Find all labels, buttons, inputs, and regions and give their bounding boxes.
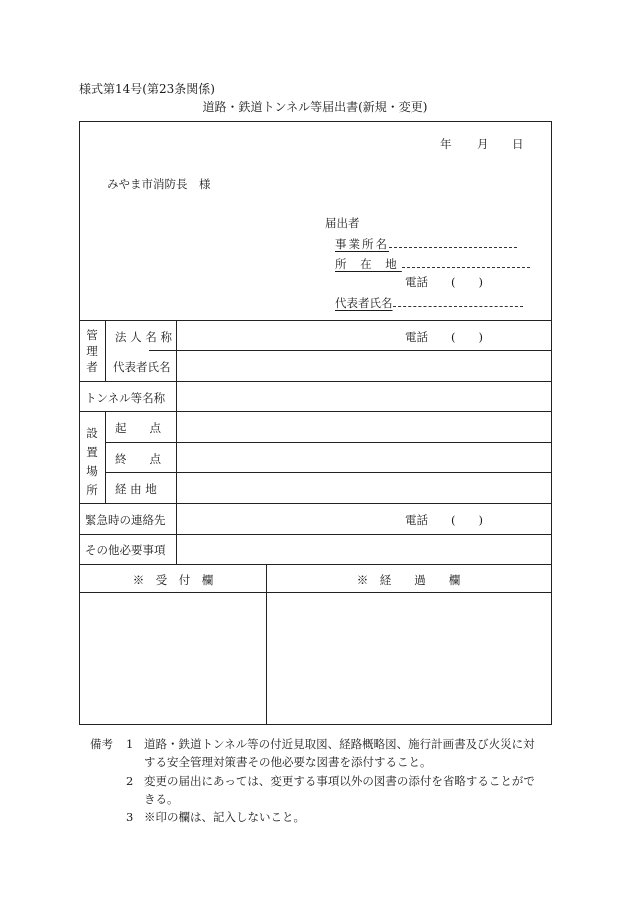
note-number: 2 xyxy=(126,774,134,788)
date-year: 年 xyxy=(440,137,452,151)
other-label: その他必要事項 xyxy=(85,543,166,557)
note-number: 3 xyxy=(126,810,134,824)
note-number: 1 xyxy=(126,737,134,751)
office-name-field[interactable] xyxy=(389,235,517,248)
corp-name-label: 法 人 名 称 xyxy=(115,330,172,344)
date-month: 月 xyxy=(477,137,489,151)
manager-label: 管理者 xyxy=(86,328,98,374)
location-label: 設置場所 xyxy=(86,426,98,497)
date-day: 日 xyxy=(512,137,524,151)
note-line: きる。 xyxy=(144,792,179,806)
rep-name-label: 代表者氏名 xyxy=(113,360,171,374)
reception-header: ※ 受 付 欄 xyxy=(132,573,214,587)
emergency-phone: 電話 ( ) xyxy=(405,513,483,527)
addressee: みやま市消防長 様 xyxy=(107,177,211,191)
corp-phone: 電話 ( ) xyxy=(405,330,483,344)
address-field[interactable] xyxy=(402,255,530,268)
end-point-label: 終 点 xyxy=(115,452,161,466)
emergency-label: 緊急時の連絡先 xyxy=(85,513,166,527)
progress-header: ※ 経 過 欄 xyxy=(356,573,461,587)
form-title: 道路・鉄道トンネル等届出書(新規・変更) xyxy=(202,100,428,114)
route-label: 経 由 地 xyxy=(115,482,157,496)
form-table xyxy=(79,121,552,725)
note-line: 道路・鉄道トンネル等の付近見取図、経路概略図、施行計画書及び火災に対 xyxy=(144,737,535,751)
note-line: ※印の欄は、記入しないこと。 xyxy=(144,810,305,824)
form-number: 様式第14号(第23条関係) xyxy=(79,82,215,96)
representative-field[interactable] xyxy=(393,294,523,307)
applicant-label: 届出者 xyxy=(325,216,360,230)
representative-label: 代表者氏名 xyxy=(335,296,393,310)
notes-label: 備考 xyxy=(90,737,113,751)
applicant-phone: 電話 ( ) xyxy=(405,275,483,289)
office-name-label: 事業所名 xyxy=(335,237,389,251)
start-point-label: 起 点 xyxy=(115,421,161,435)
note-line: 変更の届出にあっては、変更する事項以外の図書の添付を省略することがで xyxy=(144,774,535,788)
note-line: する安全管理対策書その他必要な図書を添付すること。 xyxy=(144,755,432,769)
address-label: 所 在 地 xyxy=(335,257,402,271)
tunnel-name-label: トンネル等名称 xyxy=(85,391,166,405)
